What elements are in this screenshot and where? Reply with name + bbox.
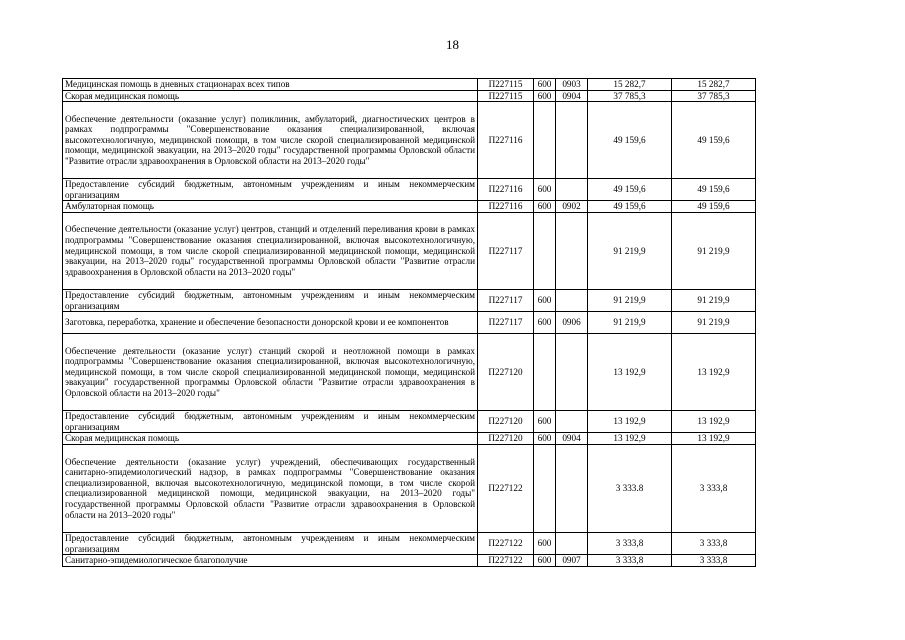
row-amount-cell-2: 13 192,9 — [672, 334, 756, 411]
row-name-cell: Скорая медицинская помощь — [63, 433, 478, 445]
row-section-cell — [556, 102, 588, 179]
row-expense-type-cell — [534, 102, 556, 179]
row-amount-cell-2: 91 219,9 — [672, 289, 756, 311]
row-section-cell: 0903 — [556, 79, 588, 91]
row-expense-type-cell — [534, 212, 556, 289]
table-row — [63, 102, 756, 179]
row-target-code-cell: П227117 — [478, 212, 534, 289]
row-section-cell — [556, 334, 588, 411]
budget-table-body — [63, 79, 756, 567]
row-target-code-cell: П227122 — [478, 532, 534, 554]
row-amount-cell-2: 49 159,6 — [672, 102, 756, 179]
row-expense-type-cell: 600 — [534, 433, 556, 445]
row-name-cell: Предоставление субсидий бюджетным, автономным учреждениям и иным некоммерческим организациям — [63, 289, 478, 311]
row-name-cell: Предоставление субсидий бюджетным, автономным учреждениям и иным некоммерческим организациям — [63, 532, 478, 554]
row-expense-type-cell: 600 — [534, 90, 556, 102]
table-row — [63, 201, 756, 213]
row-amount-cell-2: 3 333,8 — [672, 532, 756, 554]
row-amount-cell-2: 15 282,7 — [672, 79, 756, 91]
row-section-cell — [556, 289, 588, 311]
row-amount-cell: 13 192,9 — [588, 433, 672, 445]
row-name-cell: Обеспечение деятельности (оказание услуг) поликлиник, амбулаторий, диагностических центров в рамках подпрограммы "Совершенствование оказания специализированной, включая высокотехнологичную, медицинской помощи, в том числе скорой специализированной медицинской помощи, медицинской эвакуации, на 2013–2020 годы" государственной программы Орловской области "Развитие отрасли здравоохранения в Орловской области на 2013–2020 годы" — [63, 102, 478, 179]
row-name-cell: Санитарно-эпидемиологическое благополучие — [63, 555, 478, 567]
row-name-cell: Медицинская помощь в дневных стационарах всех типов — [63, 79, 478, 91]
row-amount-cell: 3 333,8 — [588, 532, 672, 554]
budget-table — [62, 78, 756, 567]
row-expense-type-cell: 600 — [534, 289, 556, 311]
row-amount-cell-2: 49 159,6 — [672, 179, 756, 201]
row-target-code-cell: П227122 — [478, 444, 534, 532]
row-section-cell: 0906 — [556, 312, 588, 334]
table-row — [63, 411, 756, 433]
table-row — [63, 212, 756, 289]
table-row — [63, 90, 756, 102]
table-row — [63, 334, 756, 411]
row-target-code-cell: П227115 — [478, 79, 534, 91]
table-row — [63, 79, 756, 91]
row-amount-cell-2: 13 192,9 — [672, 433, 756, 445]
row-amount-cell: 91 219,9 — [588, 312, 672, 334]
row-amount-cell: 3 333.8 — [588, 444, 672, 532]
row-amount-cell: 91 219,9 — [588, 289, 672, 311]
row-expense-type-cell: 600 — [534, 532, 556, 554]
row-section-cell: 0902 — [556, 201, 588, 213]
row-amount-cell-2: 49 159,6 — [672, 201, 756, 213]
row-target-code-cell: П227117 — [478, 312, 534, 334]
row-target-code-cell: П227116 — [478, 179, 534, 201]
row-amount-cell: 13 192,9 — [588, 334, 672, 411]
row-section-cell — [556, 179, 588, 201]
row-section-cell — [556, 532, 588, 554]
row-amount-cell: 49 159,6 — [588, 102, 672, 179]
row-expense-type-cell — [534, 444, 556, 532]
row-section-cell: 0907 — [556, 555, 588, 567]
table-row — [63, 444, 756, 532]
row-target-code-cell: П227120 — [478, 334, 534, 411]
row-name-cell: Скорая медицинская помощь — [63, 90, 478, 102]
row-amount-cell: 15 282,7 — [588, 79, 672, 91]
row-amount-cell: 91 219,9 — [588, 212, 672, 289]
row-target-code-cell: П227115 — [478, 90, 534, 102]
row-amount-cell: 49 159,6 — [588, 201, 672, 213]
row-expense-type-cell — [534, 334, 556, 411]
table-row — [63, 555, 756, 567]
page-number: 18 — [446, 37, 459, 52]
row-target-code-cell: П227120 — [478, 411, 534, 433]
row-amount-cell-2: 13 192,9 — [672, 411, 756, 433]
row-expense-type-cell: 600 — [534, 312, 556, 334]
row-target-code-cell: П227122 — [478, 555, 534, 567]
row-amount-cell: 37 785,3 — [588, 90, 672, 102]
row-section-cell: 0904 — [556, 90, 588, 102]
table-row — [63, 433, 756, 445]
row-target-code-cell: П227116 — [478, 102, 534, 179]
row-section-cell — [556, 444, 588, 532]
row-name-cell: Обеспечение деятельности (оказание услуг) станций скорой и неотложной помощи в рамках подпрограммы "Совершенствование оказания специализированной, включая высокотехнологичную, медицинской помощи, в том числе скорой специализированной медицинской помощи, медицинской эвакуации" государственной программы Орловской области "Развитие отрасли здравоохранения в Орловской области на 2013–2020 годы" — [63, 334, 478, 411]
row-name-cell: Обеспечение деятельности (оказание услуг) учреждений, обеспечивающих государственный санитарно-эпидемиологический надзор, в рамках подпрограммы "Совершенствование оказания специализированной, включая высокотехнологичную, медицинской помощи, в том числе скорой специализированной медицинской помощи, медицинской эвакуации, на 2013–2020 годы" государственной программы Орловской области "Развитие отрасли здравоохранения в Орловской области на 2013–2020 годы" — [63, 444, 478, 532]
row-section-cell: 0904 — [556, 433, 588, 445]
row-target-code-cell: П227116 — [478, 201, 534, 213]
row-amount-cell: 3 333,8 — [588, 555, 672, 567]
row-amount-cell-2: 3 333,8 — [672, 444, 756, 532]
row-section-cell — [556, 411, 588, 433]
row-amount-cell: 13 192,9 — [588, 411, 672, 433]
row-expense-type-cell: 600 — [534, 79, 556, 91]
row-name-cell: Обеспечение деятельности (оказание услуг) центров, станций и отделений переливания крови в рамках подпрограммы "Совершенствование оказания специализированной, включая высокотехнологичную, медицинской помощи, в том числе скорой специализированной медицинской помощи, медицинской эвакуации, на 2013–2020 годы" государственной программы Орловской области "Развитие отрасли здравоохранения в Орловской области на 2013–2020 годы" — [63, 212, 478, 289]
row-amount-cell-2: 3 333,8 — [672, 555, 756, 567]
row-name-cell: Амбулаторная помощь — [63, 201, 478, 213]
table-row — [63, 179, 756, 201]
row-name-cell: Заготовка, переработка, хранение и обеспечение безопасности донорской крови и ее компонентов — [63, 312, 478, 334]
row-amount-cell: 49 159,6 — [588, 179, 672, 201]
row-name-cell: Предоставление субсидий бюджетным, автономным учреждениям и иным некоммерческим организациям — [63, 411, 478, 433]
table-row — [63, 289, 756, 311]
row-name-cell: Предоставление субсидий бюджетным, автономным учреждениям и иным некоммерческим организациям — [63, 179, 478, 201]
row-target-code-cell: П227120 — [478, 433, 534, 445]
table-row — [63, 312, 756, 334]
row-section-cell — [556, 212, 588, 289]
row-target-code-cell: П227117 — [478, 289, 534, 311]
row-amount-cell-2: 91 219,9 — [672, 312, 756, 334]
row-expense-type-cell: 600 — [534, 411, 556, 433]
table-row — [63, 532, 756, 554]
row-expense-type-cell: 600 — [534, 201, 556, 213]
row-expense-type-cell: 600 — [534, 179, 556, 201]
row-amount-cell-2: 37 785,3 — [672, 90, 756, 102]
row-amount-cell-2: 91 219,9 — [672, 212, 756, 289]
row-expense-type-cell: 600 — [534, 555, 556, 567]
